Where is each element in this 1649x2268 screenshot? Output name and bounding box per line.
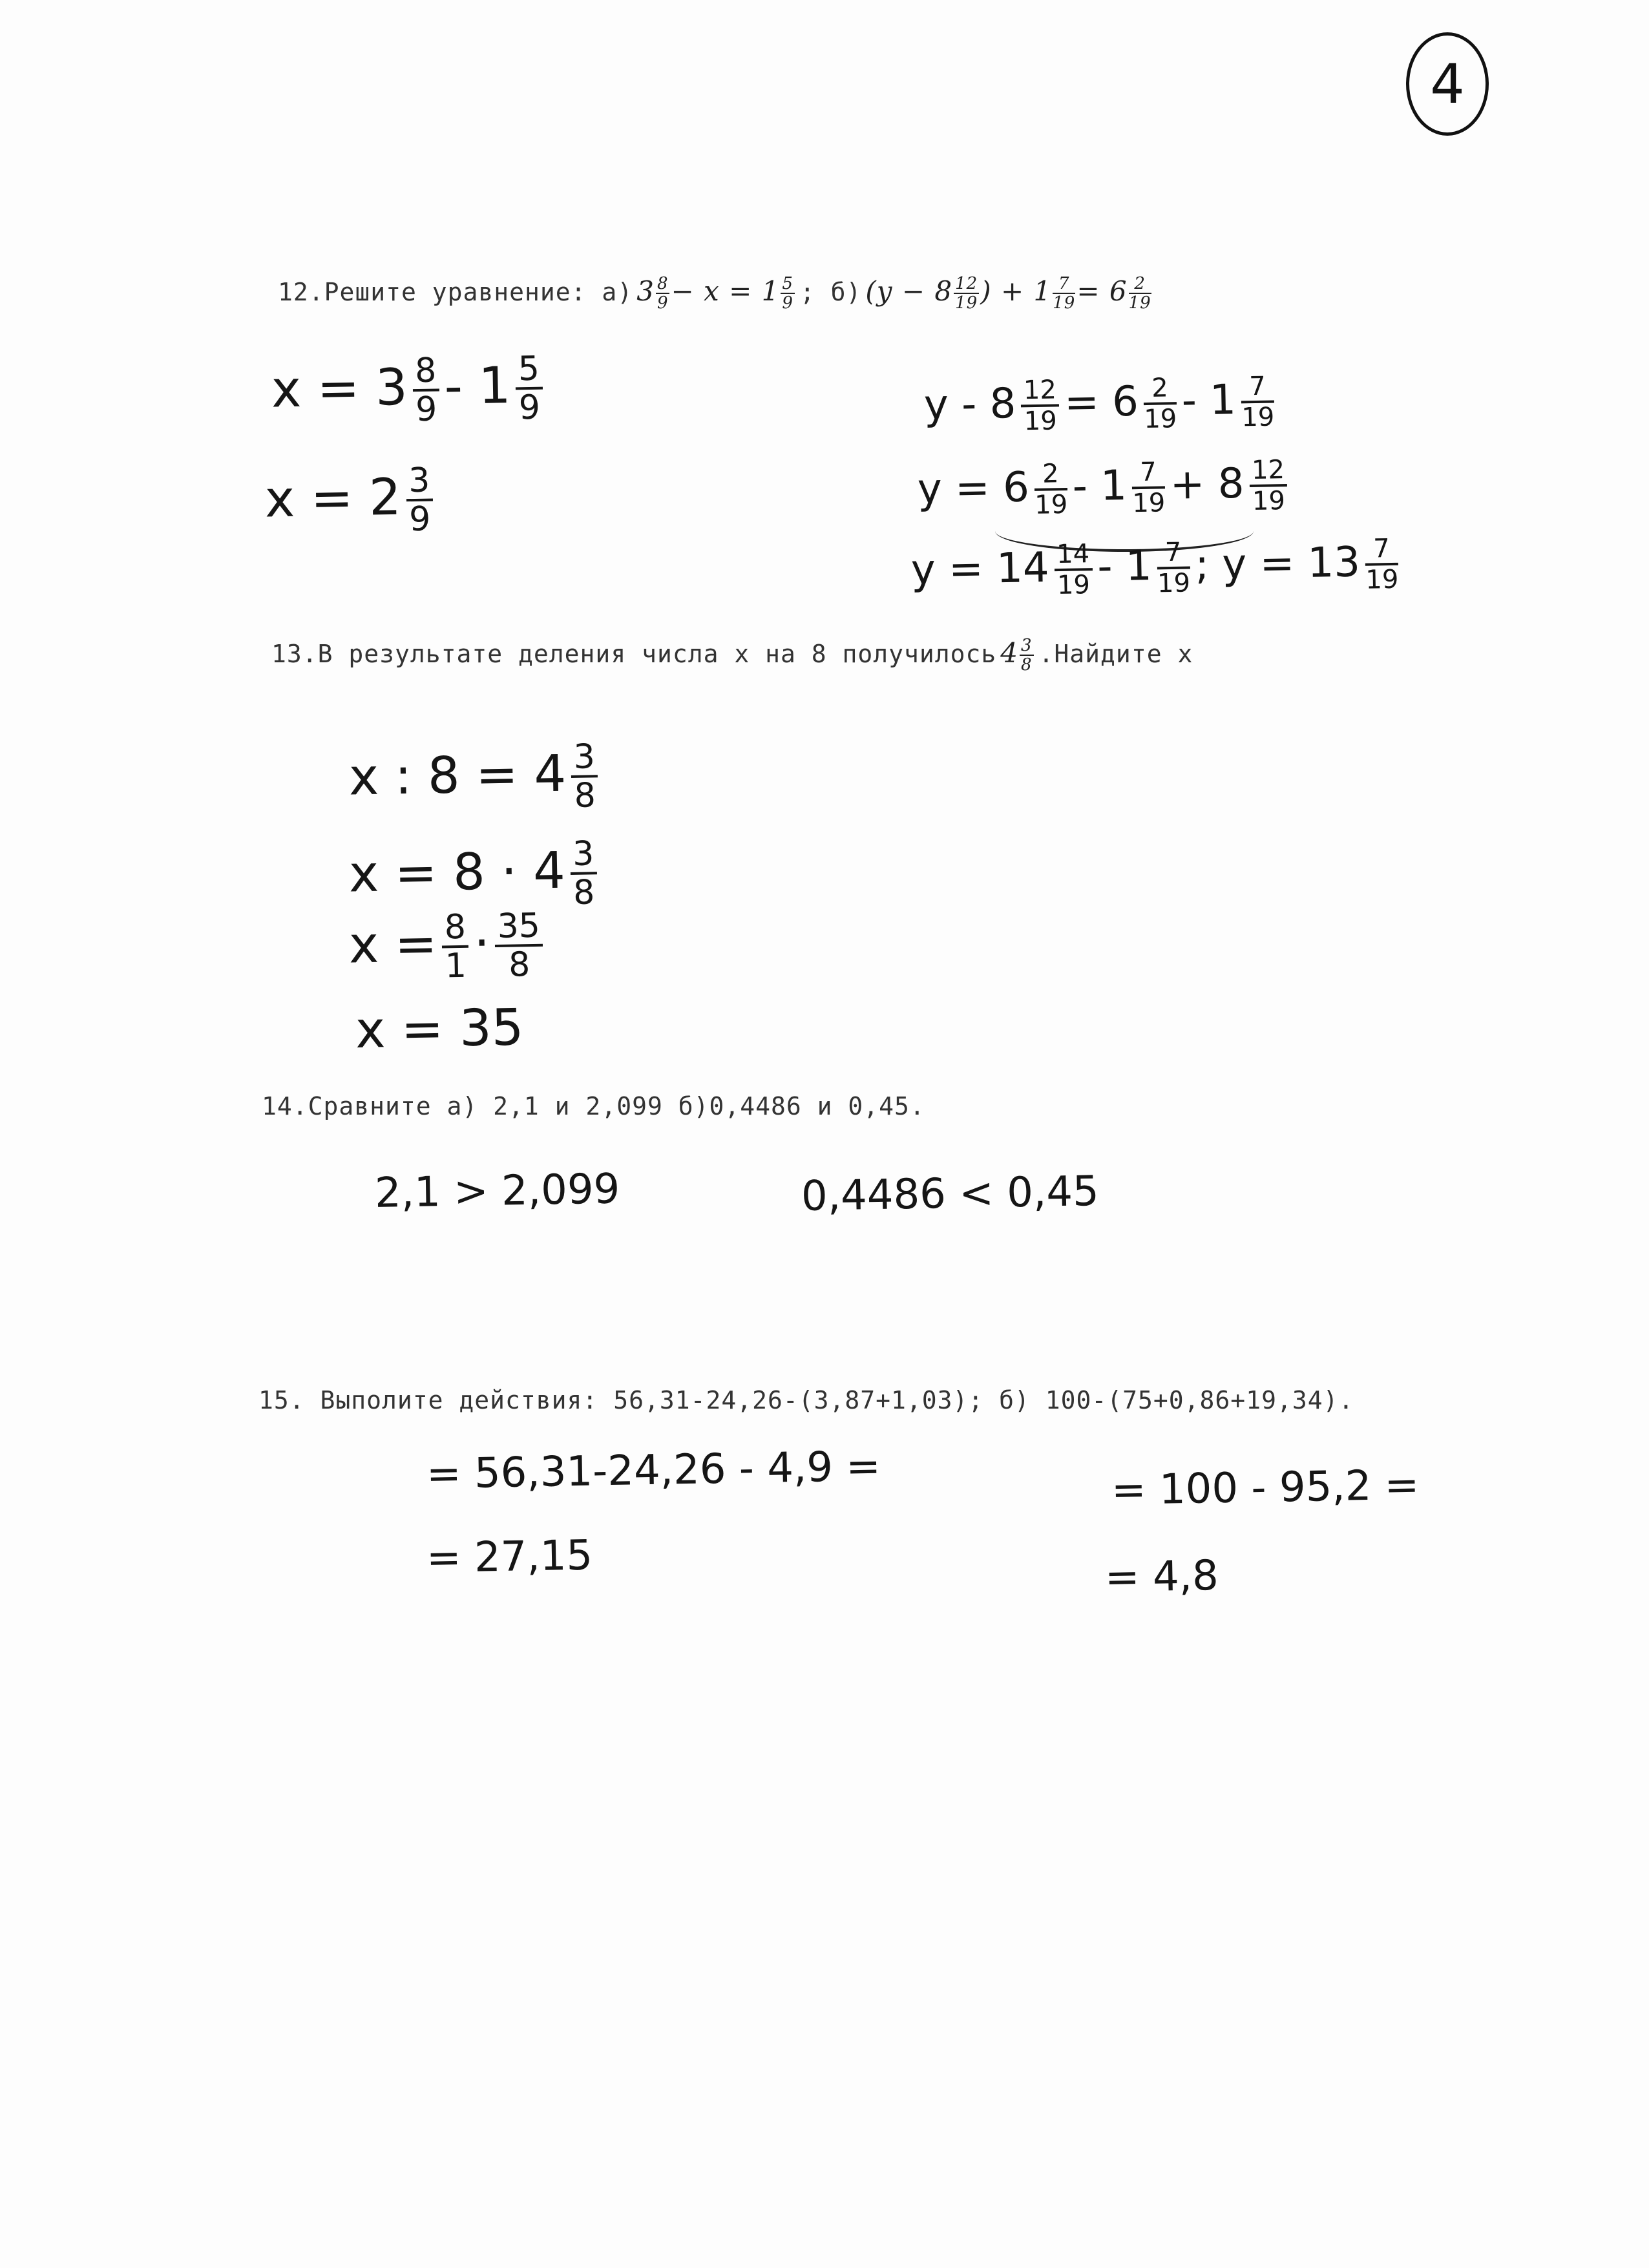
task-15-a-line-1: = 56,31-24,26 - 4,9 = (426, 1442, 881, 1498)
mixed-number: 4 $\frac{3}{8}$ (1000, 636, 1033, 675)
task-15-prompt (258, 1386, 1354, 1414)
solution-b-line-3: y = 14 $\frac{14}{19}$ - 1 $\frac{7}{19}$ ; y = 13 $\frac{7}{19}$ (910, 534, 1399, 601)
task-15-b-line-1: = 100 - 95,2 = (1111, 1461, 1420, 1515)
task-15-a-line-2: = 27,15 (426, 1531, 593, 1582)
task-13-label: 13.В результате деления числа x на 8 получилось (271, 640, 997, 668)
solution-a-line-1: x = 3 $\frac{8}{9}$ - 1 $\frac{5}{9}$ (271, 351, 548, 430)
task-14-label: 14.Сравните а) 2,1 и 2,099 б)0,4486 и 0,45. (262, 1092, 925, 1120)
page-number-circle (1406, 32, 1489, 136)
task-14-answer-b: 0,4486 < 0,45 (801, 1167, 1100, 1221)
solution-b-line-2: y = 6 $\frac{2}{19}$ - 1 $\frac{7}{19}$ + 8 $\frac{12}{19}$ (917, 456, 1293, 521)
page-number: 4 (1430, 52, 1465, 116)
equation-b: (y − 8 $\frac{12}{19}$ ) + 1 $\frac{7}{19}$ = 6 $\frac{2}{19}$ (865, 274, 1151, 313)
task-13-step-3: x = $\frac{8}{1}$ · $\frac{35}{8}$ (348, 908, 549, 986)
task-13-tail: .Найдите x (1038, 640, 1193, 668)
task-12-label: 12.Решите уравнение: а) (278, 278, 633, 306)
task-13-prompt (271, 636, 1193, 674)
task-15-b-line-2: = 4,8 (1104, 1551, 1219, 1602)
task-14-prompt (262, 1092, 925, 1120)
task-13-step-4: x = 35 (355, 998, 525, 1060)
task-12-prompt (278, 275, 1157, 312)
solution-b-line-1: y - 8 $\frac{12}{19}$ = 6 $\frac{2}{19}$ - 1 $\frac{7}{19}$ (923, 371, 1275, 437)
equation-a: 3 $\frac{8}{9}$ − x = 1 $\frac{5}{9}$ (636, 274, 793, 313)
solution-a-line-2: x = 2 $\frac{3}{9}$ (264, 462, 439, 540)
task-13-step-1: x : 8 = 4 $\frac{3}{8}$ (348, 739, 604, 818)
task-13-step-2: x = 8 · 4 $\frac{3}{8}$ (348, 835, 603, 915)
task-15-label: 15. Выполите действия: 56,31-24,26-(3,87+1,03); б) 100-(75+0,86+19,34). (258, 1386, 1354, 1414)
separator: ; б) (799, 278, 862, 306)
task-14-answer-a: 2,1 > 2,099 (374, 1165, 620, 1217)
